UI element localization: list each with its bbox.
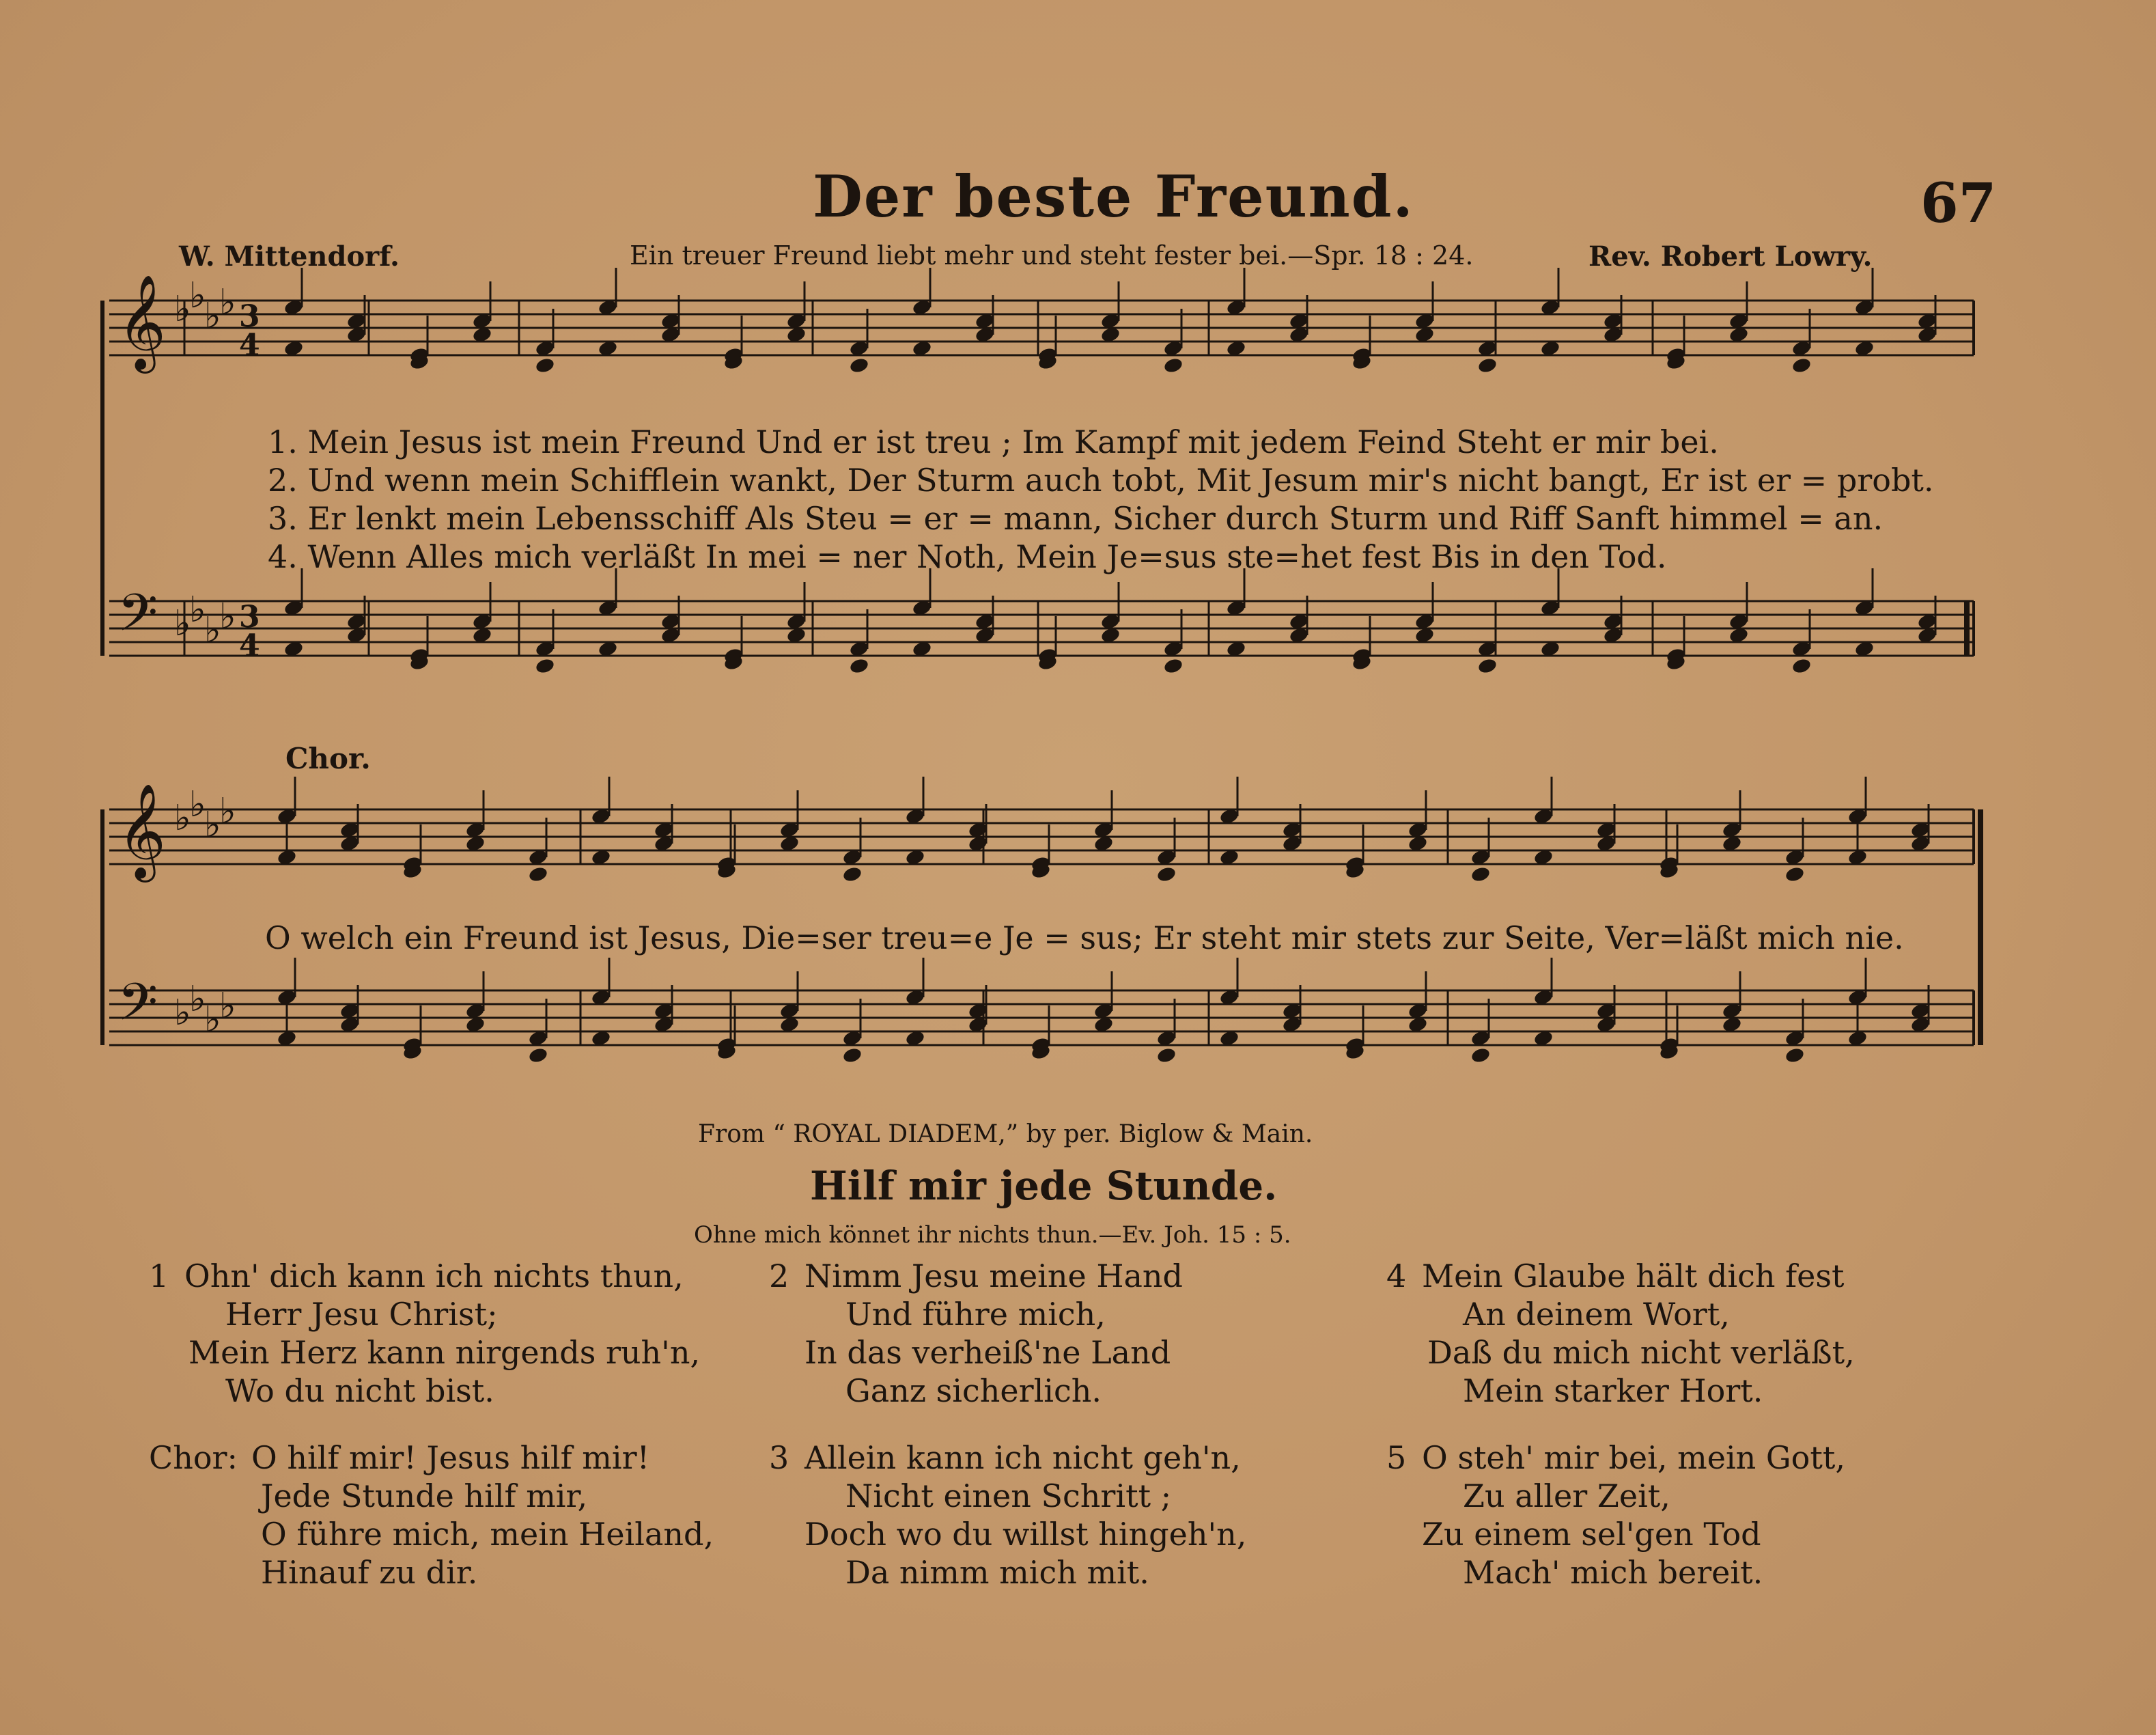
verse-line: Wo du nicht bist. xyxy=(225,1372,494,1409)
time-signature-top: 3 xyxy=(239,299,260,334)
flat-icon: ♭ xyxy=(189,979,206,1020)
verse-4 xyxy=(1386,1257,1855,1410)
verse-line: In das verheiß'ne Land xyxy=(804,1334,1171,1371)
flat-icon: ♭ xyxy=(219,596,236,637)
second-hymn-motto: Ohne mich könnet ihr nichts thun.—Ev. Joh. 15 : 5. xyxy=(694,1221,1291,1249)
verse-line-3: 3. Er lenkt mein Lebensschiff Als Steu = er = mann, Sicher durch Sturm und Riff Sanft himmel = an. xyxy=(268,500,1884,537)
note-head xyxy=(842,865,863,883)
scripture-motto: Ein treuer Freund liebt mehr und steht fester bei.—Spr. 18 : 24. xyxy=(630,240,1474,270)
note-head xyxy=(528,865,549,883)
verse-1 xyxy=(149,1257,700,1410)
verse-line: Nimm Jesu meine Hand xyxy=(804,1258,1183,1294)
verse-5 xyxy=(1386,1439,1845,1592)
chorus-lyrics: O welch ein Freund ist Jesus, Die=ser treu=e Je = sus; Er steht mir stets zur Seite, Ver=läßt mich nie. xyxy=(265,919,1904,956)
note-head xyxy=(1791,357,1812,374)
note-head xyxy=(1156,1046,1177,1064)
verse-line: Da nimm mich mit. xyxy=(845,1554,1149,1591)
note-head xyxy=(528,1046,549,1064)
time-signature-top: 3 xyxy=(239,600,260,635)
page-number: 67 xyxy=(1920,171,1997,235)
note-head xyxy=(535,357,556,374)
verse-line: Zu aller Zeit, xyxy=(1463,1477,1670,1514)
verse-line-1: 1. Mein Jesus ist mein Freund Und er ist treu ; Im Kampf mit jedem Feind Steht er mir bei. xyxy=(268,424,1719,460)
verse-line: Allein kann ich nicht geh'n, xyxy=(804,1439,1241,1476)
time-signature-bottom: 4 xyxy=(239,628,260,663)
composer-right: Rev. Robert Lowry. xyxy=(1588,240,1873,273)
flat-icon: ♭ xyxy=(174,798,191,839)
note-head xyxy=(1156,865,1177,883)
flat-icon: ♭ xyxy=(204,296,221,337)
verse-number: 5 xyxy=(1386,1439,1407,1476)
treble-clef-icon: 𝄞 xyxy=(117,783,166,878)
flat-icon: ♭ xyxy=(189,784,206,825)
note-head xyxy=(842,1046,863,1064)
flat-icon: ♭ xyxy=(219,282,236,323)
flat-icon: ♭ xyxy=(174,289,191,330)
source-credit: From “ ROYAL DIADEM,” by per. Biglow & Main. xyxy=(698,1120,1313,1148)
time-signature-bottom: 4 xyxy=(239,328,260,363)
second-hymn-title: Hilf mir jede Stunde. xyxy=(810,1163,1278,1209)
verse-line: Ganz sicherlich. xyxy=(845,1372,1102,1409)
verse-number: 2 xyxy=(769,1258,789,1294)
note-head xyxy=(1791,657,1812,675)
note-head xyxy=(1784,1046,1806,1064)
verse-line: Hinauf zu dir. xyxy=(261,1554,478,1591)
flat-icon: ♭ xyxy=(204,805,221,846)
note-head xyxy=(849,657,870,675)
note-head xyxy=(1784,865,1806,883)
verse-number: 3 xyxy=(769,1439,789,1476)
note-head xyxy=(1477,357,1498,374)
flat-icon: ♭ xyxy=(174,993,191,1033)
note-head xyxy=(1470,1046,1492,1064)
verse-line: Mein starker Hort. xyxy=(1463,1372,1763,1409)
flat-icon: ♭ xyxy=(189,589,206,630)
bass-clef-icon: 𝄢 xyxy=(117,583,158,656)
treble-clef-icon: 𝄞 xyxy=(117,275,166,370)
chorus-verse xyxy=(149,1439,714,1592)
note-head xyxy=(1163,657,1184,675)
verse-line: Ohn' dich kann ich nichts thun, xyxy=(184,1258,684,1294)
note-head xyxy=(535,657,556,675)
note-head xyxy=(849,357,870,374)
verse-line: O hilf mir! Jesus hilf mir! xyxy=(251,1439,650,1476)
flat-icon: ♭ xyxy=(204,610,221,651)
flat-icon: ♭ xyxy=(189,275,206,316)
verse-line: O steh' mir bei, mein Gott, xyxy=(1422,1439,1845,1476)
verse-line: Herr Jesu Christ; xyxy=(225,1296,498,1333)
verse-line: Zu einem sel'gen Tod xyxy=(1422,1516,1761,1553)
verse-line-4: 4. Wenn Alles mich verläßt In mei = ner Noth, Mein Je=sus ste=het fest Bis in den Tod. xyxy=(268,538,1667,575)
verse-3 xyxy=(769,1439,1246,1592)
verse-line: Daß du mich nicht verläßt, xyxy=(1427,1334,1855,1371)
note-head xyxy=(1477,657,1498,675)
verse-line: Mein Glaube hält dich fest xyxy=(1422,1258,1845,1294)
verse-2 xyxy=(769,1257,1183,1410)
chorus-label: Chor. xyxy=(285,742,371,775)
verse-line: An deinem Wort, xyxy=(1463,1296,1730,1333)
verse-number: 1 xyxy=(149,1258,169,1294)
flat-icon: ♭ xyxy=(219,791,236,832)
composer-left: W. Mittendorf. xyxy=(179,240,400,273)
hymn-title: Der beste Freund. xyxy=(813,163,1414,230)
flat-icon: ♭ xyxy=(204,999,221,1040)
verse-line: Jede Stunde hilf mir, xyxy=(261,1477,588,1514)
verse-line-2: 2. Und wenn mein Schifflein wankt, Der Sturm auch tobt, Mit Jesum mir's nicht bangt, Er ist er = probt. xyxy=(268,462,1934,499)
verse-line: Mein Herz kann nirgends ruh'n, xyxy=(188,1334,701,1371)
verse-number: 4 xyxy=(1386,1258,1407,1294)
chorus-verse-label: Chor: xyxy=(149,1439,238,1476)
verse-line: Nicht einen Schritt ; xyxy=(845,1477,1172,1514)
flat-icon: ♭ xyxy=(174,603,191,644)
note-head xyxy=(1163,357,1184,374)
verse-line: Doch wo du willst hingeh'n, xyxy=(804,1516,1247,1553)
verse-line: Mach' mich bereit. xyxy=(1463,1554,1763,1591)
bass-clef-icon: 𝄢 xyxy=(117,972,158,1045)
note-head xyxy=(1470,865,1492,883)
verse-line: O führe mich, mein Heiland, xyxy=(261,1516,714,1553)
flat-icon: ♭ xyxy=(219,986,236,1027)
verse-line: Und führe mich, xyxy=(845,1296,1106,1333)
